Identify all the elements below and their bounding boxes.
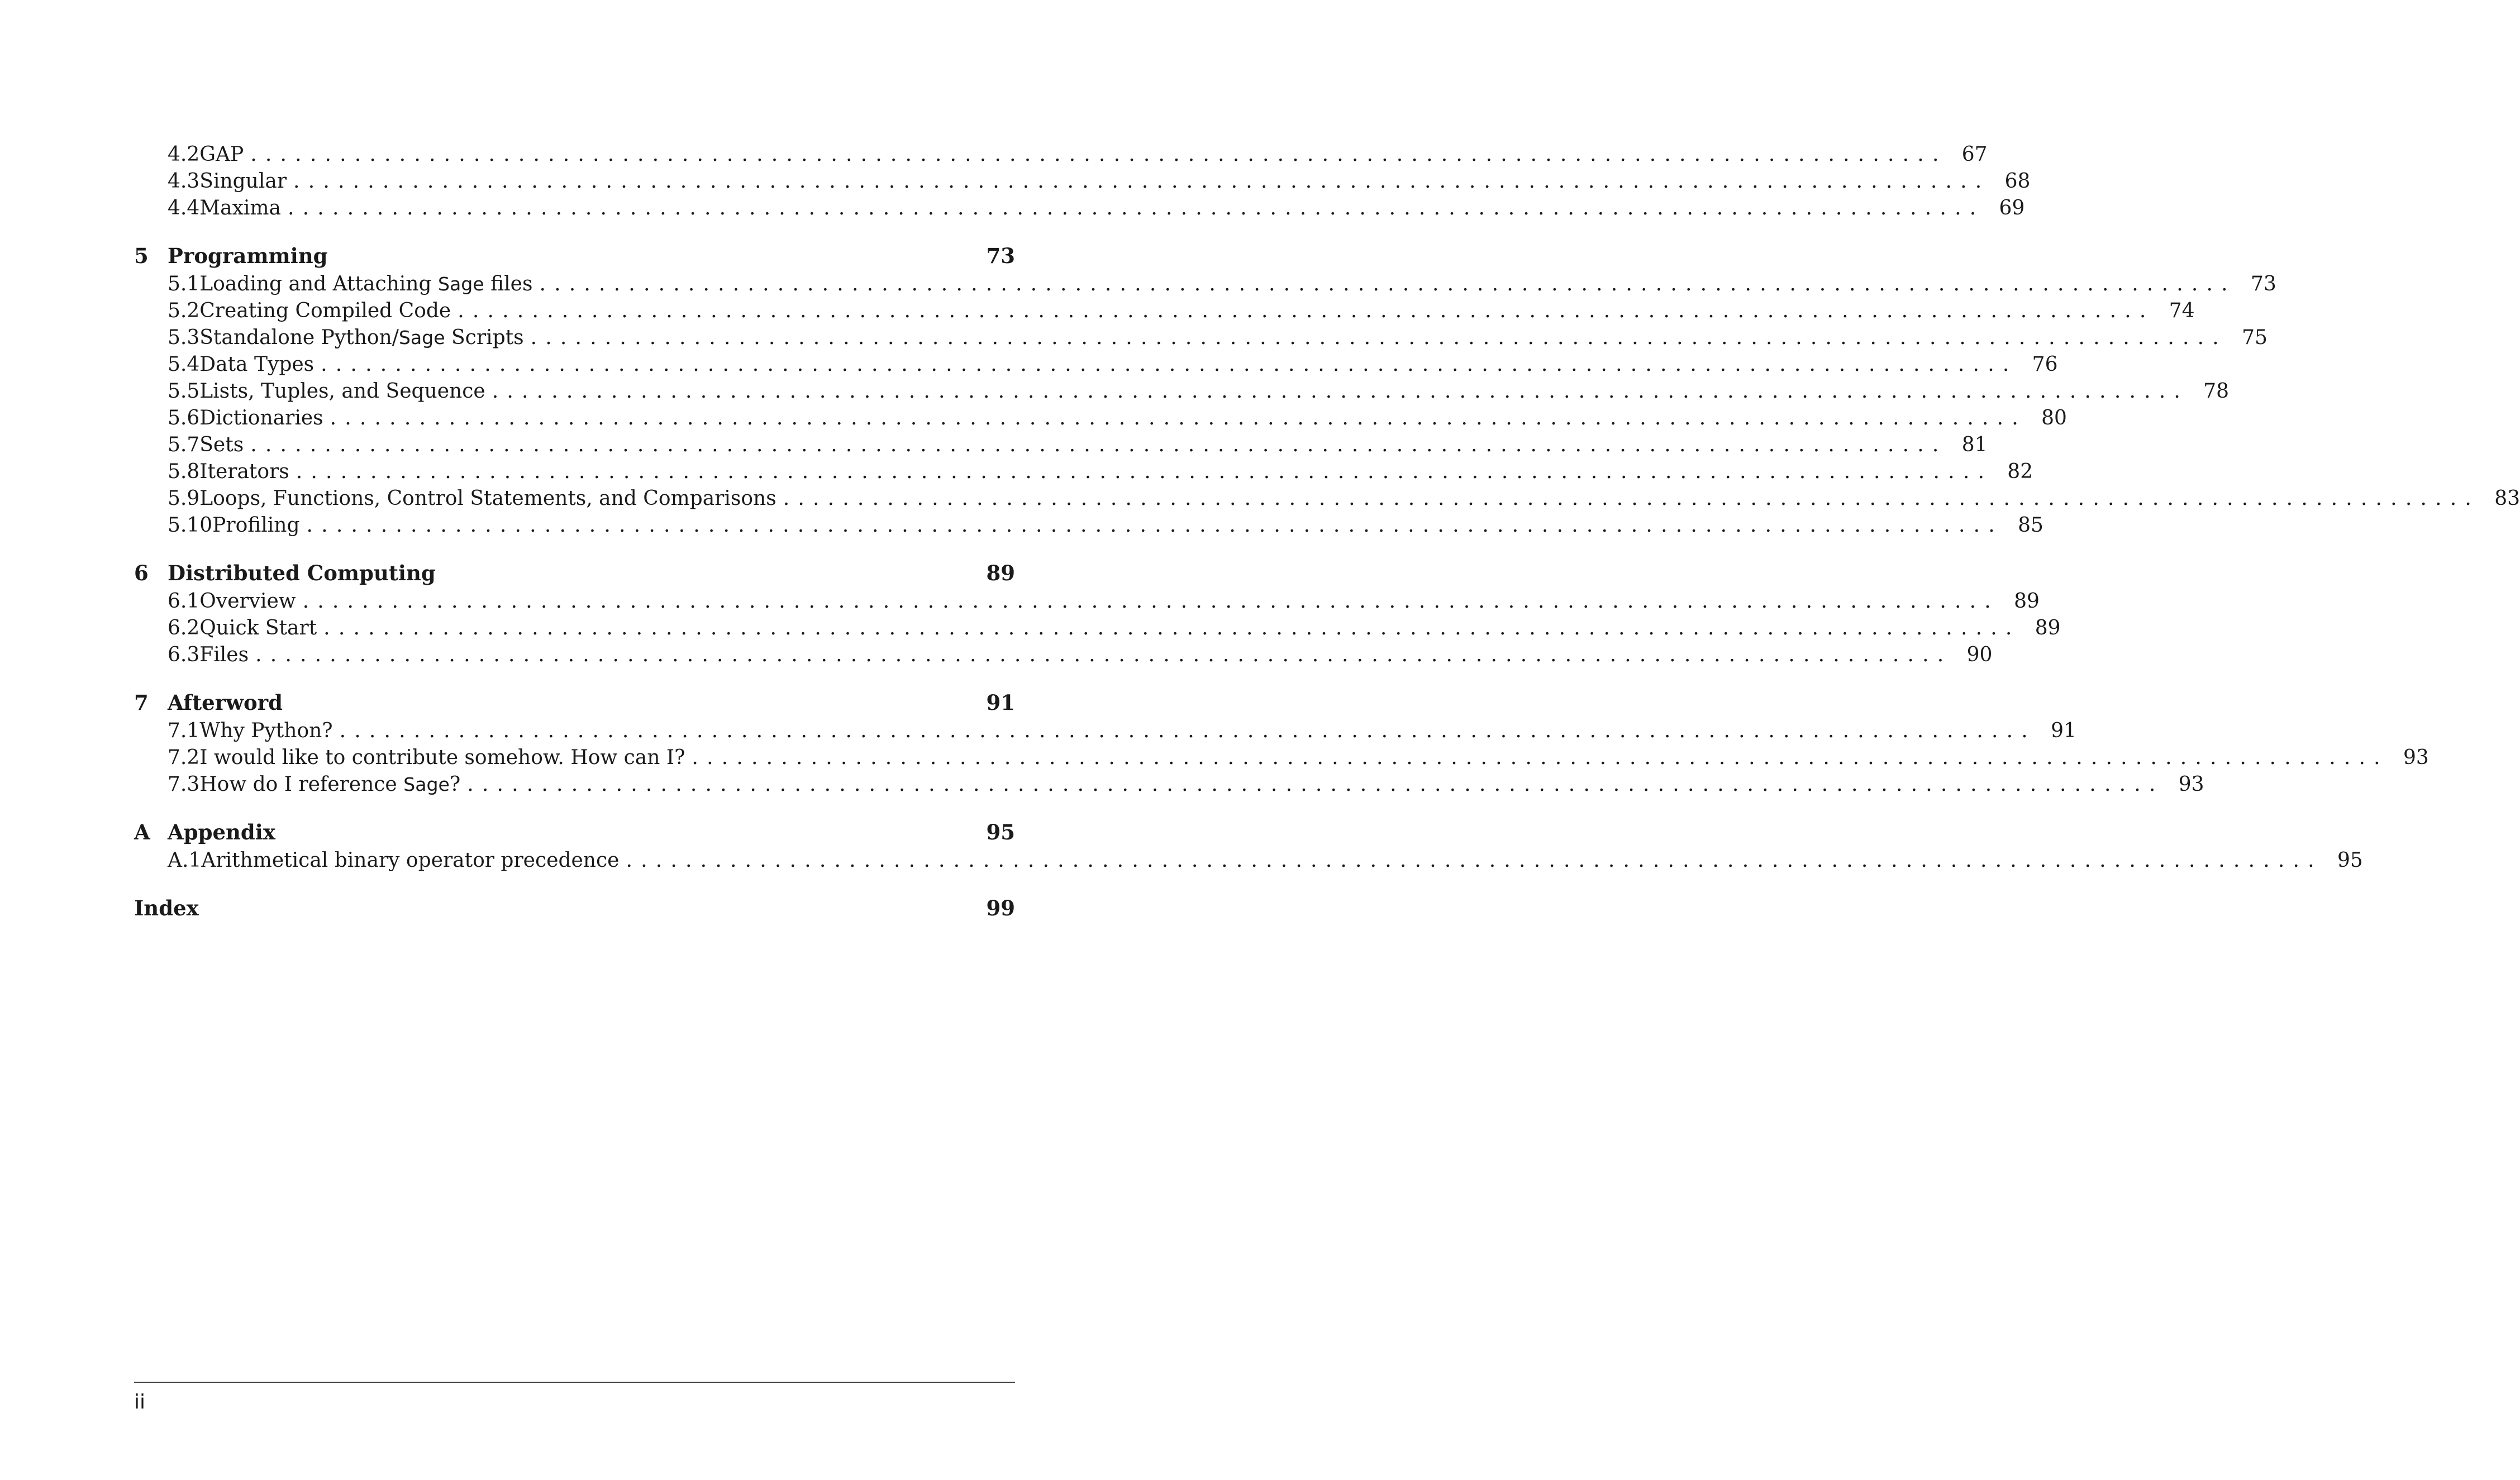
page-number: 73 (986, 244, 1015, 268)
toc-entry-5-7[interactable] (134, 431, 1988, 459)
toc-entry-7-1[interactable] (134, 717, 2076, 744)
toc-entry-4-2[interactable] (134, 140, 1988, 168)
chapter-title: Programming (168, 244, 328, 268)
toc-entry-6-2[interactable] (134, 614, 2061, 642)
page-number: 91 (986, 690, 1015, 715)
section-number: 5.2 (168, 299, 200, 322)
section-title: Singular (199, 169, 287, 193)
page-number: 69 (1999, 196, 2025, 219)
section-title: Creating Compiled Code (199, 299, 451, 322)
dot-leader: .................................................................................................................. (321, 352, 2018, 376)
section-title: Sets (199, 433, 244, 456)
dot-leader: .................................................................................................................. (306, 513, 2003, 537)
toc-chapter-5[interactable] (134, 242, 1015, 270)
toc-entry-7-3[interactable] (134, 770, 2204, 798)
section-number: 5.5 (168, 379, 200, 403)
toc-entry-4-4[interactable] (134, 194, 2025, 222)
chapter-title: Afterword (168, 690, 283, 715)
dot-leader: .................................................................................................................. (458, 299, 2155, 322)
chapter-title: Distributed Computing (168, 561, 436, 585)
page-number: 93 (2403, 746, 2429, 769)
page-number: 67 (1961, 142, 1988, 166)
dot-leader: .................................................................................................................. (692, 746, 2389, 769)
section-title: GAP (199, 142, 244, 166)
section-title: Quick Start (199, 616, 317, 639)
page-number: 68 (2004, 169, 2031, 193)
chapter-title: Appendix (168, 820, 275, 844)
page-number: 89 (2014, 589, 2040, 613)
section-title: Why Python? (199, 719, 333, 742)
dot-leader: .................................................................................................................. (302, 589, 1999, 613)
section-title: Lists, Tuples, and Sequence (199, 379, 485, 403)
sage-name: Sage (398, 326, 445, 348)
section-number: 6.2 (168, 616, 200, 639)
chapter-number: 6 (134, 561, 149, 585)
toc-entry-5-4[interactable] (134, 350, 2058, 378)
page-number: 95 (2337, 848, 2363, 872)
sage-name: Sage (403, 773, 450, 795)
dot-leader: .................................................................................................................. (783, 486, 2480, 510)
section-number: 5.9 (168, 486, 200, 510)
dot-leader: .................................................................................................................. (539, 272, 2236, 295)
section-number: 6.1 (168, 589, 200, 613)
page-number: 75 (2242, 326, 2267, 349)
toc-entry-5-10[interactable] (134, 511, 2043, 539)
section-number: 7.3 (168, 772, 200, 796)
section-title: Arithmetical binary operator precedence (201, 848, 620, 872)
page-number: 83 (2494, 486, 2520, 510)
page-number: 90 (1966, 643, 1993, 666)
sage-name: Sage (437, 273, 484, 295)
dot-leader: .................................................................................................................. (255, 643, 1952, 666)
section-number: 5.7 (168, 433, 200, 456)
toc-entry-4-3[interactable] (134, 167, 2031, 195)
footer-page-number: ii (134, 1391, 146, 1414)
section-title: Iterators (199, 460, 289, 483)
page-number: 93 (2178, 772, 2204, 796)
chapter-number: A (134, 820, 150, 844)
toc-entry-6-1[interactable] (134, 587, 2040, 615)
section-title: Profiling (212, 513, 300, 537)
toc-entry-5-1[interactable] (134, 270, 2276, 298)
section-number: 4.2 (168, 142, 200, 166)
toc-entry-5-5[interactable] (134, 377, 2230, 405)
page-number: 74 (2169, 299, 2195, 322)
page-number: 91 (2051, 719, 2076, 742)
section-number: 5.4 (168, 352, 200, 376)
toc-entry-a-1[interactable] (134, 846, 2363, 874)
section-title: Files (199, 643, 249, 666)
section-title: Data Types (199, 352, 315, 376)
dot-leader: .................................................................................................................. (296, 460, 1993, 483)
page-number: 73 (2250, 272, 2276, 295)
section-title: Maxima (199, 196, 282, 219)
section-number: 5.8 (168, 460, 200, 483)
section-number: 5.10 (168, 513, 213, 537)
section-title: Dictionaries (199, 406, 323, 429)
page-number: 82 (2007, 460, 2033, 483)
section-number: 5.3 (168, 326, 200, 349)
dot-leader: .................................................................................................................. (250, 142, 1947, 166)
page-number: 89 (2035, 616, 2061, 639)
toc-chapter-a[interactable] (134, 818, 1015, 846)
dot-leader: .................................................................................................................. (288, 196, 1985, 219)
dot-leader: .................................................................................................................. (467, 772, 2164, 796)
section-title: Loading and Attaching Sage files (199, 272, 533, 295)
section-title: Loops, Functions, Control Statements, and Comparisons (199, 486, 777, 510)
toc-entry-5-6[interactable] (134, 404, 2067, 432)
footer-rule (134, 1382, 1015, 1383)
page-number: 89 (986, 561, 1015, 585)
page-number: 78 (2203, 379, 2230, 403)
dot-leader: .................................................................................................................. (339, 719, 2036, 742)
dot-leader: .................................................................................................................. (492, 379, 2189, 403)
section-title: Overview (199, 589, 296, 613)
toc-chapter-7[interactable] (134, 689, 1015, 717)
section-number: 5.6 (168, 406, 200, 429)
chapter-number: 7 (134, 690, 149, 715)
page-number: 76 (2032, 352, 2058, 376)
section-number: 7.1 (168, 719, 200, 742)
page-number: 85 (2018, 513, 2043, 537)
dot-leader: .................................................................................................................. (626, 848, 2323, 872)
toc-entry-5-9[interactable] (134, 484, 2520, 512)
section-number: 5.1 (168, 272, 200, 295)
section-title: Standalone Python/Sage Scripts (199, 326, 524, 349)
section-number: 7.2 (168, 746, 200, 769)
toc-index[interactable] (134, 894, 1015, 922)
page-number: 99 (986, 896, 1015, 920)
section-number: A.1 (168, 848, 202, 872)
page-number: 80 (2041, 406, 2067, 429)
dot-leader: .................................................................................................................. (293, 169, 1990, 193)
dot-leader: .................................................................................................................. (330, 406, 2027, 429)
section-number: 4.3 (168, 169, 200, 193)
page-number: 81 (1961, 433, 1988, 456)
section-title: How do I reference Sage? (199, 772, 461, 796)
section-title: I would like to contribute somehow. How can I? (199, 746, 685, 769)
toc-entry-5-8[interactable] (134, 457, 2033, 485)
page-number: 95 (986, 820, 1015, 844)
toc-chapter-6[interactable] (134, 559, 1015, 587)
toc-entry-7-2[interactable] (134, 743, 2429, 771)
section-number: 4.4 (168, 196, 200, 219)
dot-leader: .................................................................................................................. (323, 616, 2021, 639)
dot-leader: .................................................................................................................. (250, 433, 1947, 456)
toc-entry-5-2[interactable] (134, 297, 2195, 324)
dot-leader: .................................................................................................................. (530, 326, 2227, 349)
toc-entry-6-3[interactable] (134, 641, 1993, 669)
chapter-title: Index (134, 896, 199, 920)
toc-entry-5-3[interactable] (134, 323, 2267, 351)
section-number: 6.3 (168, 643, 200, 666)
chapter-number: 5 (134, 244, 149, 268)
